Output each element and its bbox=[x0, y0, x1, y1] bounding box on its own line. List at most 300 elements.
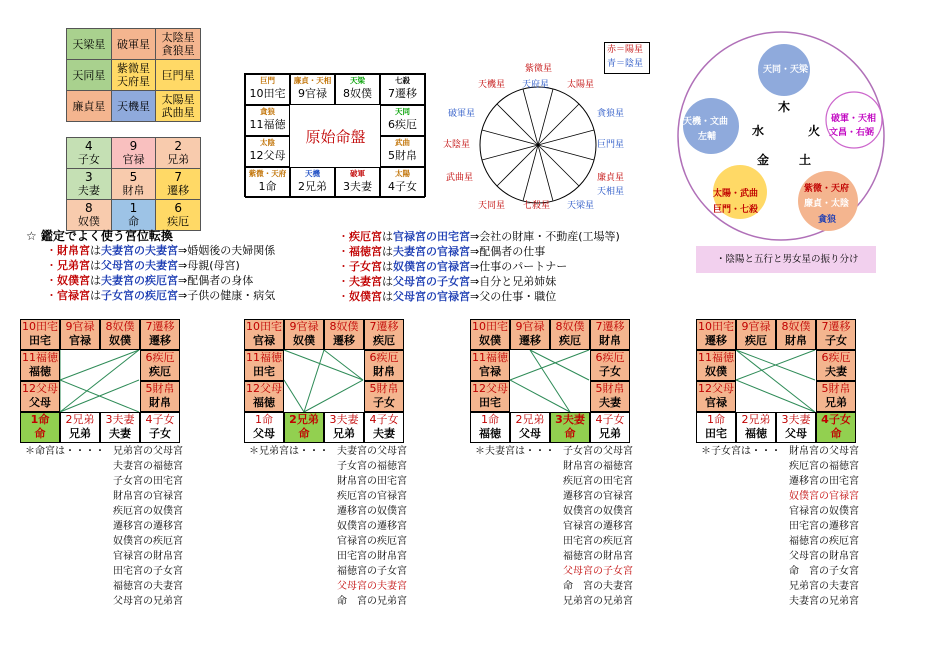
list-item: 父母宮の財帛宮 bbox=[789, 551, 859, 562]
star-name: 貪狼星 bbox=[161, 44, 195, 57]
list-heading: ＊兄弟宮は・・・ bbox=[249, 446, 329, 457]
wheel-star-label: 天府星 bbox=[522, 80, 550, 90]
chart-cell bbox=[816, 381, 856, 412]
cell-derived: 兄弟 bbox=[69, 427, 91, 440]
rule-target: 官禄宮の田宅宮 bbox=[393, 230, 470, 243]
genesis-cell bbox=[335, 74, 380, 105]
star-cell bbox=[156, 91, 201, 122]
chart-cell bbox=[696, 381, 736, 412]
rule-bullet: ・ bbox=[46, 244, 57, 257]
genesis-cell bbox=[245, 74, 290, 105]
palace-name: 疾厄 bbox=[167, 215, 190, 228]
list-item: 疾厄宮の福徳宮 bbox=[789, 461, 859, 472]
chart-cell bbox=[696, 412, 736, 443]
list-item: 官禄宮の疾厄宮 bbox=[337, 536, 407, 547]
chart-cell bbox=[550, 319, 590, 350]
genesis-palace: 2兄弟 bbox=[298, 180, 327, 193]
genesis-cell bbox=[290, 74, 335, 105]
list-item: 子女宮の田宅宮 bbox=[113, 476, 183, 487]
cell-derived: 奴僕 bbox=[293, 334, 315, 347]
earth-stars-1: 紫微・天府 bbox=[804, 184, 850, 194]
cell-original: 5財帛 bbox=[821, 382, 851, 395]
genesis-cell bbox=[380, 74, 425, 105]
cell-original: 3夫妻 bbox=[555, 413, 585, 426]
genesis-cell bbox=[245, 136, 290, 167]
chart-cell bbox=[20, 350, 60, 381]
rule-source: 奴僕宮 bbox=[349, 290, 382, 303]
rule-meaning: ⇒婚姻後の夫婦関係 bbox=[178, 244, 276, 257]
cell-original: 9官禄 bbox=[65, 320, 95, 333]
list-item: 福徳宮の子女宮 bbox=[337, 566, 407, 577]
chart-cell bbox=[470, 381, 510, 412]
cell-original: 7遷移 bbox=[145, 320, 175, 333]
rule-line bbox=[338, 289, 556, 304]
list-item: 財帛宮の父母宮 bbox=[789, 446, 859, 457]
wheel-star-label: 廉貞星 bbox=[597, 173, 625, 183]
genesis-palace: 1命 bbox=[258, 180, 277, 193]
rule-target: 夫妻宮の疾厄宮 bbox=[101, 274, 178, 287]
rule-line bbox=[46, 273, 253, 288]
chart-cell bbox=[244, 381, 284, 412]
cell-original: 10田宅 bbox=[22, 320, 58, 333]
star-name: 巨門星 bbox=[161, 68, 195, 82]
cell-original: 11福徳 bbox=[472, 351, 508, 364]
cell-derived: 父母 bbox=[785, 427, 807, 440]
chart-cell bbox=[590, 412, 630, 443]
cell-original: 9官禄 bbox=[515, 320, 545, 333]
water-label: 水 bbox=[752, 124, 765, 138]
genesis-star: 紫微・天府 bbox=[248, 169, 287, 178]
rule-bullet: ・ bbox=[46, 289, 57, 302]
rule-source: 疾厄宮 bbox=[349, 230, 382, 243]
star-cell bbox=[111, 60, 156, 91]
rule-line bbox=[338, 229, 620, 244]
cell-derived: 財帛 bbox=[149, 396, 171, 409]
rule-meaning: ⇒仕事のパートナー bbox=[470, 260, 568, 273]
wheel-star-label: 紫微星 bbox=[525, 64, 553, 74]
list-item: 奴僕宮の奴僕宮 bbox=[563, 506, 633, 517]
cell-derived: 夫妻 bbox=[109, 427, 131, 440]
rule-particle: は bbox=[382, 290, 393, 303]
palace-name: 命 bbox=[127, 215, 139, 228]
wood-stars: 天同・天梁 bbox=[763, 65, 809, 75]
palace-number-cell bbox=[67, 169, 112, 200]
rule-target: 父母宮の夫妻宮 bbox=[101, 259, 178, 272]
genesis-star: 太陽 bbox=[395, 169, 410, 178]
wood-label: 木 bbox=[778, 100, 791, 114]
rule-bullet: ・ bbox=[338, 260, 349, 273]
cell-derived: 兄弟 bbox=[599, 427, 621, 440]
cell-derived: 疾厄 bbox=[149, 365, 171, 378]
chart-cell bbox=[244, 412, 284, 443]
wheel-star-label: 巨門星 bbox=[597, 140, 625, 150]
cell-original: 10田宅 bbox=[246, 320, 282, 333]
cell-derived: 奴僕 bbox=[479, 334, 501, 347]
rule-meaning: ⇒自分と兄弟姉妹 bbox=[470, 275, 557, 288]
chart-cell bbox=[590, 350, 630, 381]
cell-derived: 夫妻 bbox=[373, 427, 395, 440]
cell-original: 3夫妻 bbox=[329, 413, 359, 426]
cell-original: 10田宅 bbox=[698, 320, 734, 333]
chart-cell bbox=[284, 319, 324, 350]
list-item: 田宅宮の財帛宮 bbox=[337, 551, 407, 562]
palace-number: 6 bbox=[174, 201, 182, 215]
water-stars-2: 左輔 bbox=[698, 132, 717, 142]
list-item: 財帛宮の官禄宮 bbox=[113, 491, 183, 502]
chart-cell bbox=[140, 350, 180, 381]
metal-stars-2: 巨門・七殺 bbox=[713, 205, 759, 215]
chart-cell bbox=[364, 381, 404, 412]
genesis-palace: 6疾厄 bbox=[388, 118, 417, 131]
legend-red: 赤＝陽星 bbox=[607, 45, 644, 55]
cell-original: 8奴僕 bbox=[105, 320, 135, 333]
chart-cell bbox=[324, 412, 364, 443]
cell-derived: 疾厄 bbox=[559, 334, 581, 347]
cell-derived: 田宅 bbox=[29, 334, 51, 347]
palace-number: 2 bbox=[174, 139, 182, 153]
rule-meaning: ⇒子供の健康・病気 bbox=[178, 289, 276, 302]
list-item: 子女宮の父母宮 bbox=[563, 446, 633, 457]
chart-cell bbox=[776, 319, 816, 350]
list-item: 疾厄宮の奴僕宮 bbox=[113, 506, 183, 517]
genesis-palace: 12父母 bbox=[249, 149, 286, 162]
cell-derived: 奴僕 bbox=[109, 334, 131, 347]
cell-derived: 福徳 bbox=[479, 427, 501, 440]
list-item: 父母宮の兄弟宮 bbox=[113, 596, 183, 607]
cell-derived: 官禄 bbox=[253, 334, 275, 347]
cell-derived: 財帛 bbox=[785, 334, 807, 347]
palace-name: 子女 bbox=[77, 153, 100, 166]
cell-original: 3夫妻 bbox=[781, 413, 811, 426]
cell-original: 3夫妻 bbox=[105, 413, 135, 426]
chart-cell bbox=[140, 381, 180, 412]
list-item: 奴僕宮の官禄宮 bbox=[789, 491, 859, 502]
rule-line bbox=[338, 274, 556, 289]
cell-derived: 疾厄 bbox=[373, 334, 395, 347]
fire-label: 火 bbox=[808, 124, 821, 138]
cell-original: 4子女 bbox=[145, 413, 175, 426]
star-grid bbox=[66, 28, 201, 122]
chart-cell bbox=[140, 412, 180, 443]
rule-particle: は bbox=[90, 274, 101, 287]
cell-original: 8奴僕 bbox=[555, 320, 585, 333]
star-name: 太陽星 bbox=[161, 93, 195, 106]
rule-source: 兄弟宮 bbox=[57, 259, 90, 272]
cell-original: 1命 bbox=[255, 413, 273, 426]
palace-name: 奴僕 bbox=[77, 215, 100, 228]
palace-name: 官禄 bbox=[122, 153, 145, 166]
list-heading: ＊子女宮は・・・ bbox=[701, 446, 781, 457]
wheel-star-label: 貪狼星 bbox=[597, 109, 625, 119]
legend-blue: 青＝陰星 bbox=[607, 59, 644, 69]
cell-original: 5財帛 bbox=[369, 382, 399, 395]
palace-chart bbox=[20, 319, 179, 442]
chart-cell bbox=[244, 350, 284, 381]
cell-original: 7遷移 bbox=[595, 320, 625, 333]
rule-source: 財帛宮 bbox=[57, 244, 90, 257]
earth-stars-3: 貪狼 bbox=[818, 215, 837, 225]
chart-cell bbox=[60, 319, 100, 350]
star-name: 廉貞星 bbox=[72, 99, 106, 113]
genesis-cell bbox=[380, 105, 425, 136]
cell-derived: 子女 bbox=[599, 365, 621, 378]
genesis-title: 原始命盤 bbox=[305, 127, 366, 146]
palace-number-cell bbox=[111, 138, 156, 169]
rule-bullet: ・ bbox=[338, 290, 349, 303]
list-items bbox=[113, 444, 183, 609]
palace-chart bbox=[244, 319, 403, 442]
list-item: 兄弟宮の兄弟宮 bbox=[563, 596, 633, 607]
genesis-palace: 11福徳 bbox=[249, 118, 286, 131]
cell-derived: 子女 bbox=[149, 427, 171, 440]
list-item: 父母宮の子女宮 bbox=[563, 566, 633, 577]
list-item: 奴僕宮の疾厄宮 bbox=[113, 536, 183, 547]
rule-target: 夫妻宮の夫妻宮 bbox=[101, 244, 178, 257]
rule-meaning: ⇒母親(母宮) bbox=[178, 259, 240, 272]
palace-number-cell bbox=[67, 200, 112, 231]
cell-derived: 福徳 bbox=[745, 427, 767, 440]
chart-cell bbox=[324, 319, 364, 350]
metal-label: 金 bbox=[757, 153, 770, 167]
cell-original: 2兄弟 bbox=[65, 413, 95, 426]
cell-original: 4子女 bbox=[369, 413, 399, 426]
fire-stars-1: 破軍・天相 bbox=[831, 114, 877, 124]
wheel-star-label: 破軍星 bbox=[448, 109, 476, 119]
rule-bullet: ・ bbox=[338, 230, 349, 243]
list-item: 田宅宮の子女宮 bbox=[113, 566, 183, 577]
rule-target: 夫妻宮の官禄宮 bbox=[393, 245, 470, 258]
cell-original: 2兄弟 bbox=[289, 413, 319, 426]
palace-number: 7 bbox=[174, 170, 182, 184]
list-item: 福徳宮の財帛宮 bbox=[563, 551, 633, 562]
cell-original: 4子女 bbox=[821, 413, 851, 426]
genesis-cell bbox=[335, 167, 380, 198]
rule-bullet: ・ bbox=[46, 259, 57, 272]
cell-original: 2兄弟 bbox=[741, 413, 771, 426]
cell-original: 8奴僕 bbox=[781, 320, 811, 333]
cell-original: 8奴僕 bbox=[329, 320, 359, 333]
palace-number: 4 bbox=[85, 139, 93, 153]
star-name: 太陰星 bbox=[161, 31, 195, 44]
cell-derived: 遷移 bbox=[705, 334, 727, 347]
genesis-star: 天梁 bbox=[350, 76, 365, 85]
genesis-palace: 3夫妻 bbox=[343, 180, 372, 193]
rule-bullet: ・ bbox=[338, 245, 349, 258]
chart-cell bbox=[140, 319, 180, 350]
cell-derived: 田宅 bbox=[705, 427, 727, 440]
rule-source: 夫妻宮 bbox=[349, 275, 382, 288]
palace-chart bbox=[470, 319, 629, 442]
chart-cell bbox=[20, 381, 60, 412]
genesis-cell bbox=[380, 167, 425, 198]
list-item: 父母宮の夫妻宮 bbox=[337, 581, 407, 592]
cell-derived: 父母 bbox=[519, 427, 541, 440]
list-item: 兄弟宮の夫妻宮 bbox=[789, 581, 859, 592]
cell-original: 11福徳 bbox=[22, 351, 58, 364]
rule-source: 官禄宮 bbox=[57, 289, 90, 302]
rule-target: 奴僕宮の官禄宮 bbox=[393, 260, 470, 273]
list-item: 兄弟宮の父母宮 bbox=[113, 446, 183, 457]
cell-derived: 子女 bbox=[825, 334, 847, 347]
list-item: 疾厄宮の田宅宮 bbox=[563, 476, 633, 487]
cell-original: 11福徳 bbox=[246, 351, 282, 364]
chart-cell bbox=[244, 319, 284, 350]
star-wheel bbox=[478, 85, 598, 205]
cell-derived: 疾厄 bbox=[745, 334, 767, 347]
cell-derived: 田宅 bbox=[253, 365, 275, 378]
palace-number-cell bbox=[156, 169, 201, 200]
cell-original: 7遷移 bbox=[369, 320, 399, 333]
list-item: 夫妻宮の兄弟宮 bbox=[789, 596, 859, 607]
rule-particle: は bbox=[382, 275, 393, 288]
genesis-palace: 10田宅 bbox=[249, 87, 286, 100]
list-item: 福徳宮の夫妻宮 bbox=[113, 581, 183, 592]
list-item: 命 宮の子女宮 bbox=[789, 566, 859, 577]
genesis-star: 七殺 bbox=[395, 76, 410, 85]
cell-original: 12父母 bbox=[22, 382, 58, 395]
list-item: 官禄宮の奴僕宮 bbox=[789, 506, 859, 517]
metal-stars-1: 太陽・武曲 bbox=[713, 189, 759, 199]
cell-original: 2兄弟 bbox=[515, 413, 545, 426]
cell-derived: 福徳 bbox=[29, 365, 51, 378]
cell-original: 11福徳 bbox=[698, 351, 734, 364]
wheel-star-label: 天同星 bbox=[478, 201, 506, 211]
list-item: 田宅宮の遷移宮 bbox=[789, 521, 859, 532]
chart-cell bbox=[470, 319, 510, 350]
rule-line bbox=[338, 259, 567, 274]
cell-derived: 父母 bbox=[253, 427, 275, 440]
wheel-star-label: 太陽星 bbox=[567, 80, 595, 90]
list-heading: ＊命宮は・・・・ bbox=[25, 446, 105, 457]
list-item: 遷移宮の遷移宮 bbox=[113, 521, 183, 532]
rule-particle: は bbox=[382, 260, 393, 273]
rule-particle: は bbox=[90, 244, 101, 257]
list-item: 田宅宮の疾厄宮 bbox=[563, 536, 633, 547]
chart-cell bbox=[20, 412, 60, 443]
chart-cell bbox=[816, 412, 856, 443]
chart-cell bbox=[364, 350, 404, 381]
cell-derived: 遷移 bbox=[149, 334, 171, 347]
yin-yang-legend bbox=[604, 42, 650, 74]
list-item: 遷移宮の奴僕宮 bbox=[337, 506, 407, 517]
chart-cell bbox=[100, 319, 140, 350]
palace-number-cell bbox=[111, 169, 156, 200]
cell-original: 5財帛 bbox=[595, 382, 625, 395]
star-name: 紫微星 bbox=[116, 62, 150, 75]
genesis-cell bbox=[245, 167, 290, 198]
cell-derived: 財帛 bbox=[373, 365, 395, 378]
genesis-star: 武曲 bbox=[395, 138, 410, 147]
wheel-star-label: 天梁星 bbox=[567, 201, 595, 211]
list-item: 遷移宮の官禄宮 bbox=[563, 491, 633, 502]
palace-number: 5 bbox=[129, 170, 138, 184]
palace-number-cell bbox=[156, 138, 201, 169]
genesis-cell bbox=[380, 136, 425, 167]
cell-derived: 命 bbox=[34, 427, 46, 440]
genesis-cell bbox=[245, 105, 290, 136]
cell-original: 4子女 bbox=[595, 413, 625, 426]
chart-cell bbox=[20, 319, 60, 350]
genesis-star: 天機 bbox=[305, 169, 320, 178]
cell-original: 1命 bbox=[30, 413, 50, 426]
chart-cell bbox=[736, 319, 776, 350]
wheel-star-label: 太陰星 bbox=[443, 140, 471, 150]
rule-line bbox=[46, 288, 275, 303]
genesis-chart bbox=[244, 73, 426, 197]
genesis-star: 廉貞・天相 bbox=[293, 76, 332, 85]
cell-derived: 兄弟 bbox=[333, 427, 355, 440]
rule-target: 父母宮の官禄宮 bbox=[393, 290, 470, 303]
palace-name: 兄弟 bbox=[167, 153, 190, 166]
star-cell bbox=[156, 29, 201, 60]
cell-derived: 遷移 bbox=[519, 334, 541, 347]
list-items bbox=[789, 444, 859, 609]
cell-derived: 福徳 bbox=[253, 396, 275, 409]
rules-title: ☆ 鑑定でよく使う宮位転換 bbox=[26, 229, 173, 243]
palace-name: 遷移 bbox=[167, 184, 190, 197]
genesis-cell bbox=[290, 167, 335, 198]
chart-cell bbox=[470, 412, 510, 443]
star-cell bbox=[67, 60, 112, 91]
list-item: 財帛宮の福徳宮 bbox=[563, 461, 633, 472]
star-name: 天同星 bbox=[72, 68, 106, 82]
list-item: 遷移宮の田宅宮 bbox=[789, 476, 859, 487]
chart-cell bbox=[364, 319, 404, 350]
list-item: 夫妻宮の父母宮 bbox=[337, 446, 407, 457]
palace-number: 8 bbox=[85, 201, 93, 215]
star-name: 武曲星 bbox=[161, 106, 195, 119]
rule-particle: は bbox=[90, 289, 101, 302]
genesis-star: 貪狼 bbox=[260, 107, 275, 116]
star-name: 天府星 bbox=[116, 75, 150, 88]
list-item: 奴僕宮の遷移宮 bbox=[337, 521, 407, 532]
chart-cell bbox=[696, 350, 736, 381]
chart-cell bbox=[510, 412, 550, 443]
list-item: 子女宮の福徳宮 bbox=[337, 461, 407, 472]
cell-original: 12父母 bbox=[472, 382, 508, 395]
palace-number: 3 bbox=[85, 170, 93, 184]
cell-original: 9官禄 bbox=[289, 320, 319, 333]
palace-number: 1 bbox=[129, 201, 138, 215]
cell-derived: 子女 bbox=[373, 396, 395, 409]
water-stars-1: 天機・文曲 bbox=[683, 117, 729, 127]
wheel-star-label: 天機星 bbox=[478, 80, 506, 90]
wheel-star-label: 天相星 bbox=[597, 187, 625, 197]
rule-line bbox=[338, 244, 545, 259]
genesis-palace: 9官禄 bbox=[298, 87, 327, 100]
rule-line bbox=[46, 258, 240, 273]
genesis-star: 巨門 bbox=[260, 76, 275, 85]
list-item: 夫妻宮の福徳宮 bbox=[113, 461, 183, 472]
chart-cell bbox=[816, 319, 856, 350]
rule-meaning: ⇒父の仕事・職位 bbox=[470, 290, 557, 303]
rule-particle: は bbox=[382, 230, 393, 243]
cell-original: 1命 bbox=[707, 413, 725, 426]
cell-derived: 命 bbox=[564, 427, 576, 440]
star-cell bbox=[111, 91, 156, 122]
star-cell bbox=[67, 29, 112, 60]
list-item: 命 宮の兄弟宮 bbox=[337, 596, 407, 607]
wheel-star-label: 七殺星 bbox=[523, 201, 551, 211]
palace-name: 財帛 bbox=[122, 184, 145, 197]
cell-original: 12父母 bbox=[246, 382, 282, 395]
palace-number-cell bbox=[156, 200, 201, 231]
palace-number-cell bbox=[111, 200, 156, 231]
chart-cell bbox=[60, 412, 100, 443]
rule-meaning: ⇒会社の財庫・不動産(工場等) bbox=[470, 230, 620, 243]
list-item: 福徳宮の疾厄宮 bbox=[789, 536, 859, 547]
chart-cell bbox=[590, 381, 630, 412]
